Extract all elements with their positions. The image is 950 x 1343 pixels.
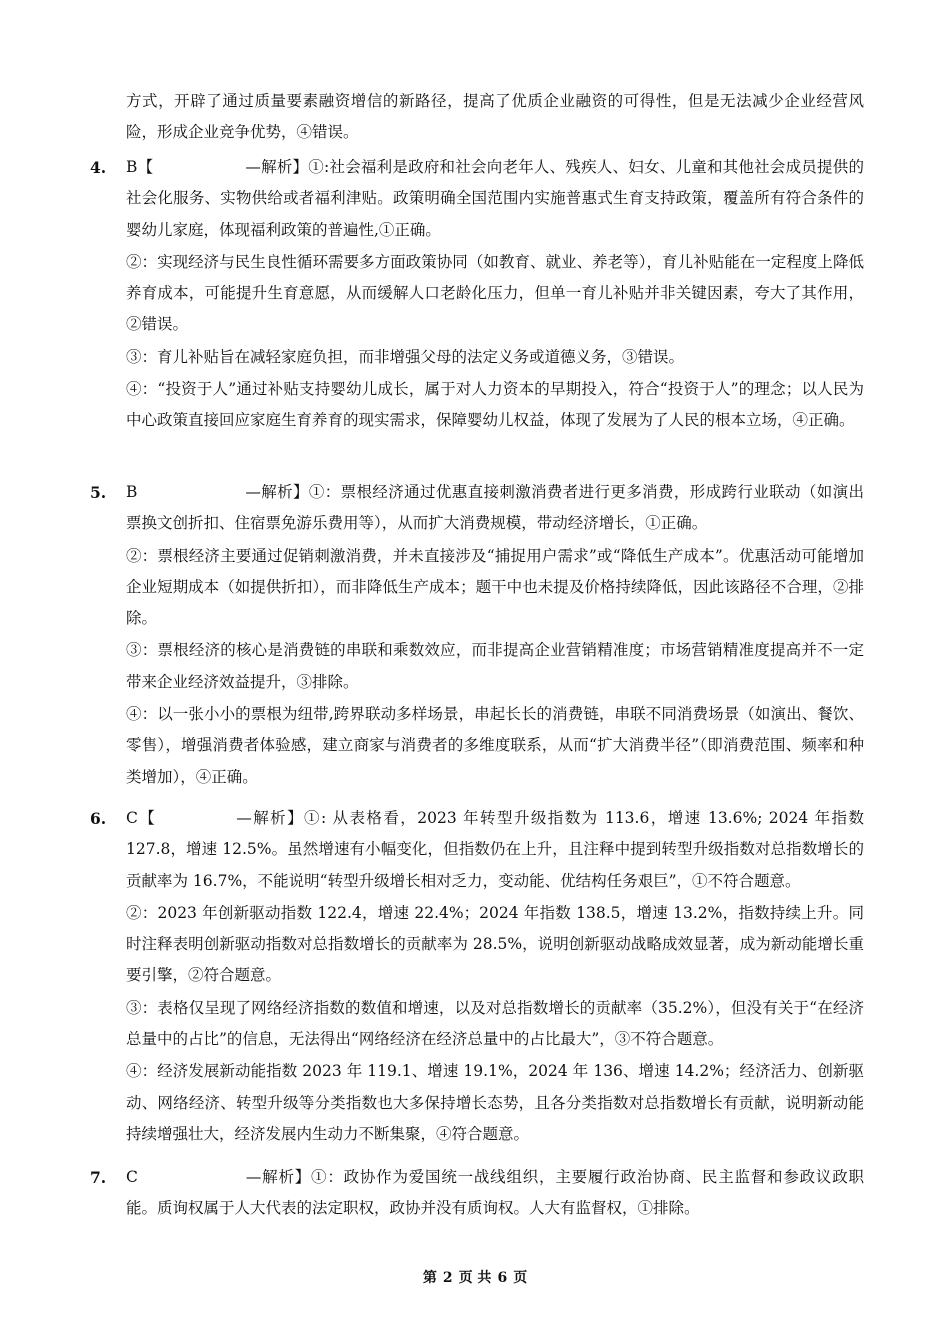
answer-item-7 bbox=[90, 1162, 864, 1225]
footer-middle: 页 共 bbox=[458, 1270, 492, 1286]
item-first-paragraph bbox=[126, 1162, 864, 1225]
paragraph-text: ①:社会福利是政府和社会向老年人、残疾人、妇女、儿童和其他社会成员提供的社会化服务、实物供给或者福利津贴。政策明确全国范围内实施普惠式生育支持政策，覆盖所有符合条件的婴幼儿家庭，体现福利政策的普遍性,①正确。 bbox=[126, 158, 864, 239]
item-first-paragraph bbox=[126, 477, 864, 540]
item-body bbox=[126, 803, 864, 1150]
item-body bbox=[126, 477, 864, 793]
paragraph: ④：经济发展新动能指数 2023 年 119.1、增速 19.1%，2024 年 136、增速 14.2%；经济活力、创新驱动、网络经济、转型升级等分类指数也大多保持增长态势，且各分类指数对总指数增长有贡献，说明新动能持续增强壮大，经济发展内生动力不断集聚，④符合题意。 bbox=[126, 1062, 864, 1143]
analysis-label: —解析】 bbox=[245, 483, 309, 501]
paragraph: ②：2023 年创新驱动指数 122.4，增速 22.4%；2024 年指数 138.5，增速 13.2%，指数持续上升。同时注释表明创新驱动指数对总指数增长的贡献率为 28.5%，说明创新驱动战略成效显著，成为新动能增长重要引擎，②符合题意。 bbox=[126, 903, 864, 985]
item-number: 6. bbox=[90, 809, 107, 828]
item-body bbox=[126, 1162, 864, 1225]
answer-choice: B【 bbox=[126, 158, 154, 176]
paragraph: ④：“投资于人”通过补贴支持婴幼儿成长，属于对人力资本的早期投入，符合“投资于人”的理念；以人民为中心政策直接回应家庭生育养育的现实需求，保障婴幼儿权益，体现了发展为了人民的根本立场，④正确。 bbox=[126, 380, 864, 430]
answer-choice: B bbox=[126, 483, 138, 501]
footer-total-pages: 6 bbox=[497, 1270, 508, 1286]
paragraph: ③：育儿补贴旨在减轻家庭负担，而非增强父母的法定义务或道德义务，③错误。 bbox=[126, 347, 685, 366]
paragraph: ②：实现经济与民生良性循环需要多方面政策协同（如教育、就业、养老等），育儿补贴能在一定程度上降低养育成本，可能提升生育意愿，从而缓解人口老龄化压力，但单一育儿补贴并非关键因素，夸大了其作用，②错误。 bbox=[126, 252, 864, 334]
analysis-label: —解析】 bbox=[245, 1168, 312, 1186]
paragraph: ③：表格仅呈现了网络经济指数的数值和增速，以及对总指数增长的贡献率（35.2%），但没有关于“在经济总量中的占比”的信息，无法得出“网络经济在经济总量中的占比最大”，③不符合题意。 bbox=[126, 998, 864, 1049]
analysis-label: —解析】 bbox=[245, 158, 309, 176]
answer-item-6 bbox=[90, 803, 864, 1150]
item-body bbox=[126, 152, 864, 437]
analysis-label: —解析】 bbox=[236, 809, 305, 827]
item-number: 4. bbox=[90, 158, 107, 177]
paragraph: ②：票根经济主要通过促销刺激消费，并未直接涉及“捕捉用户需求”或“降低生产成本”。优惠活动可能增加企业短期成本（如提供折扣），而非降低生产成本；题干中也未提及价格持续降低，因此该路径不合理，②排除。 bbox=[126, 546, 864, 628]
answer-item-4 bbox=[90, 152, 864, 437]
item-number: 7. bbox=[90, 1168, 107, 1187]
intro-text: 方式，开辟了通过质量要素融资增信的新路径，提高了优质企业融资的可得性，但是无法减少企业经营风险，形成企业竞争优势，④错误。 bbox=[126, 92, 864, 142]
paragraph: ③：票根经济的核心是消费链的串联和乘数效应，而非提高企业营销精准度；市场营销精准度提高并不一定带来企业经济效益提升，③排除。 bbox=[126, 641, 864, 691]
footer-prefix: 第 bbox=[422, 1270, 437, 1286]
paragraph: ④：以一张小小的票根为纽带,跨界联动多样场景，串起长长的消费链，串联不同消费场景（如演出、餐饮、零售），增强消费者体验感，建立商家与消费者的多维度联系，从而“扩大消费半径”（即消费范围、频率和种类增加），④正确。 bbox=[126, 705, 864, 786]
page-footer bbox=[0, 1267, 950, 1287]
item-first-paragraph bbox=[126, 803, 864, 897]
paragraph-text: ①: 从表格看，2023 年转型升级指数为 113.6，增速 13.6%; 2024 年指数 127.8，增速 12.5%。虽然增速有小幅变化，但指数仍在上升，且注释中提到转型升级指数对总指数增长的贡献率为 16.7%，不能说明“转型升级增长相对乏力，变动能、优结构任务艰巨”，①不符合题意。 bbox=[126, 809, 864, 890]
intro-paragraph bbox=[126, 86, 864, 149]
item-first-paragraph bbox=[126, 152, 864, 246]
paragraph-text: ①：票根经济通过优惠直接刺激消费者进行更多消费，形成跨行业联动（如演出票换文创折扣、住宿票免游乐费用等），从而扩大消费规模，带动经济增长，①正确。 bbox=[126, 483, 864, 533]
footer-current-page: 2 bbox=[442, 1270, 453, 1286]
item-number: 5. bbox=[90, 483, 107, 502]
answer-choice: C【 bbox=[126, 809, 157, 827]
answer-item-5 bbox=[90, 477, 864, 793]
paragraph-text: ①：政协作为爱国统一战线组织，主要履行政治协商、民主监督和参政议政职能。质询权属于人大代表的法定职权，政协并没有质询权。人大有监督权，①排除。 bbox=[126, 1168, 864, 1218]
footer-suffix: 页 bbox=[513, 1270, 528, 1286]
answer-choice: C bbox=[126, 1168, 138, 1186]
